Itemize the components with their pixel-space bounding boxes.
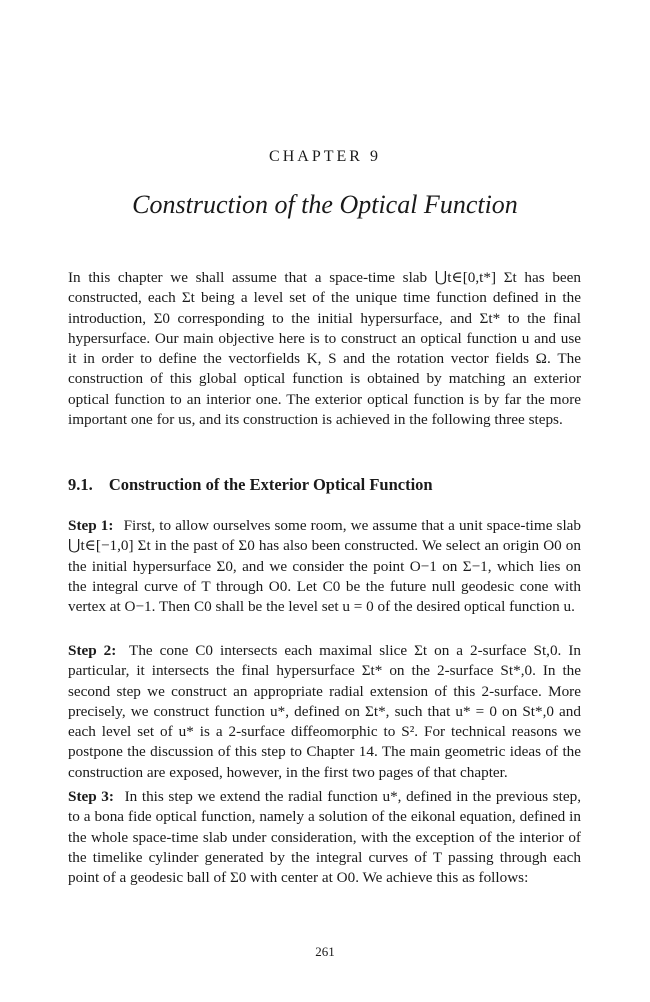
chapter-label: CHAPTER 9 [269, 148, 381, 165]
step-2-label: Step 2: [68, 642, 117, 659]
page-number: 261 [315, 944, 335, 959]
section-number: 9.1. [68, 475, 93, 494]
section-heading [68, 475, 581, 495]
step-3-paragraph [68, 787, 581, 888]
intro-paragraph: In this chapter we shall assume that a space-time slab ⋃t∈[0,t*] Σt has been constructed, each Σt being a level set of the unique time function defined in the introduction, Σ0 corresponding to the initial hypersurface, and Σt* to the final hypersurface. Our main objective here is to construct an optical function u and use it in order to define the vectorfields K, S and the rotation vector fields Ω. The construction of this global optical function is obtained by matching an exterior optical function to an interior one. The exterior optical function is by far the more important one for us, and its construction is achieved in the following three steps. [68, 269, 581, 429]
step-2-text: The cone C0 intersects each maximal slice Σt on a 2-surface St,0. In particular, it intersects the final hypersurface Σt* on the 2-surface St*,0. In the second step we construct an appropriate radial extension of this 2-surface. More precisely, we construct function u*, defined on Σt*, such that u* = 0 on St*,0 and each level set of u* is a 2-surface diffeomorphic to S². For technical reasons we postpone the discussion of this step to Chapter 14. The main geometric ideas of the construction are exposed, however, in the first two pages of that chapter. [68, 642, 581, 781]
step-2-paragraph [68, 641, 581, 783]
step-1-paragraph [68, 516, 581, 617]
step-3-label: Step 3: [68, 788, 114, 805]
step-1-label: Step 1: [68, 517, 114, 534]
chapter-title: Construction of the Optical Function [132, 190, 518, 219]
section-title: Construction of the Exterior Optical Function [108, 475, 433, 494]
step-3-text: In this step we extend the radial function u*, defined in the previous step, to a bona fide optical function, namely a solution of the eikonal equation, defined in the whole space-time slab under consideration, with the exception of the interior of the timelike cylinder generated by the integral curves of T passing through each point of a geodesic ball of Σ0 with center at O0. We achieve this as follows: [68, 788, 582, 887]
step-1-text: First, to allow ourselves some room, we assume that a unit space-time slab ⋃t∈[−1,0] Σt in the past of Σ0 has also been constructed. We select an origin O0 on the initial hypersurface Σ0, and we consider the point O−1 on Σ−1, which lies on the integral curve of T through O0. Let C0 be the future null geodesic cone with vertex at O−1. Then C0 shall be the level set u = 0 of the desired optical function u. [68, 517, 582, 616]
